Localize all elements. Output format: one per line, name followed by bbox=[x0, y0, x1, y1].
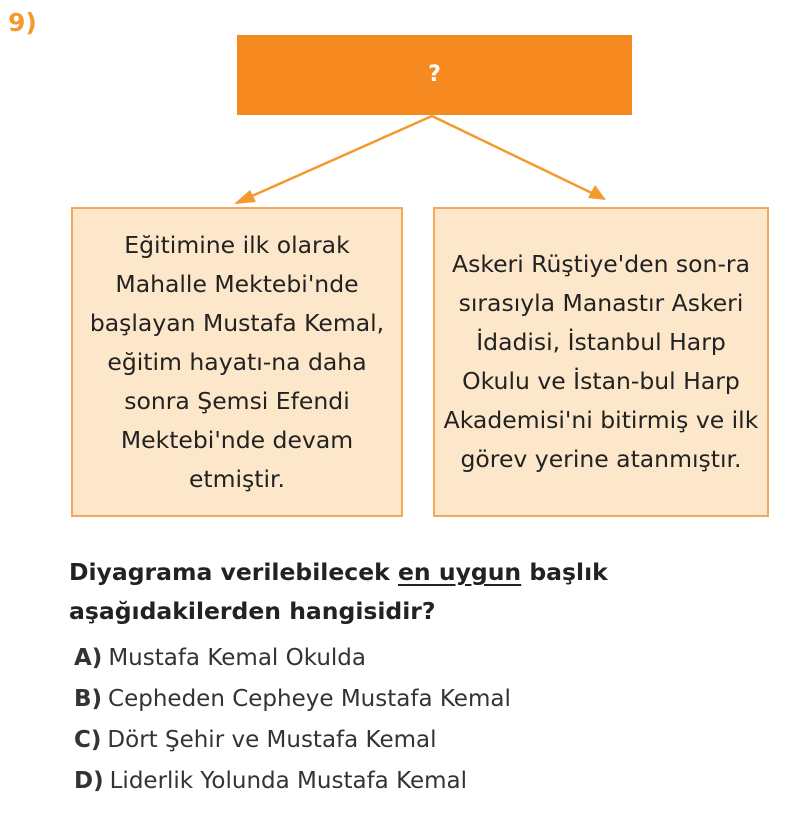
option-a[interactable] bbox=[74, 638, 511, 679]
option-b-text: Cepheden Cepheye Mustafa Kemal bbox=[108, 686, 511, 712]
left-info-text: Eğitimine ilk olarak Mahalle Mektebi'nde başlayan Mustafa Kemal, eğitim hayatı-na daha sonra Şemsi Efendi Mektebi'nde devam etmiştir. bbox=[89, 230, 385, 493]
option-c[interactable] bbox=[74, 720, 511, 761]
question-number: 9) bbox=[8, 8, 37, 37]
option-c-letter: C) bbox=[74, 727, 102, 753]
arrow-left bbox=[243, 116, 432, 200]
option-a-text: Mustafa Kemal Okulda bbox=[108, 645, 366, 671]
option-c-text: Dört Şehir ve Mustafa Kemal bbox=[107, 727, 437, 753]
option-b-letter: B) bbox=[74, 686, 103, 712]
right-info-box bbox=[433, 207, 769, 517]
question-text bbox=[69, 553, 789, 631]
answer-options bbox=[74, 638, 511, 802]
question-prefix: Diyagrama verilebilecek bbox=[69, 558, 398, 586]
option-d-letter: D) bbox=[74, 768, 104, 794]
left-info-box bbox=[71, 207, 403, 517]
question-emphasis: en uygun bbox=[397, 558, 522, 586]
arrow-right bbox=[432, 116, 598, 196]
right-info-text: Askeri Rüştiye'den son-ra sırasıyla Manastır Askeri İdadisi, İstanbul Harp Okulu ve İstan-bul Harp Akademisi'ni bitirmiş ve ilk görev yerine atanmıştır. bbox=[443, 250, 759, 473]
option-a-letter: A) bbox=[74, 645, 103, 671]
diagram-title-placeholder: ? bbox=[428, 62, 441, 87]
option-d-text: Liderlik Yolunda Mustafa Kemal bbox=[109, 768, 468, 794]
question-suffix: başlık aşağıdakilerden hangisidir? bbox=[69, 558, 608, 625]
option-b[interactable] bbox=[74, 679, 511, 720]
option-d[interactable] bbox=[74, 761, 511, 802]
arrow-left-head bbox=[234, 190, 256, 204]
